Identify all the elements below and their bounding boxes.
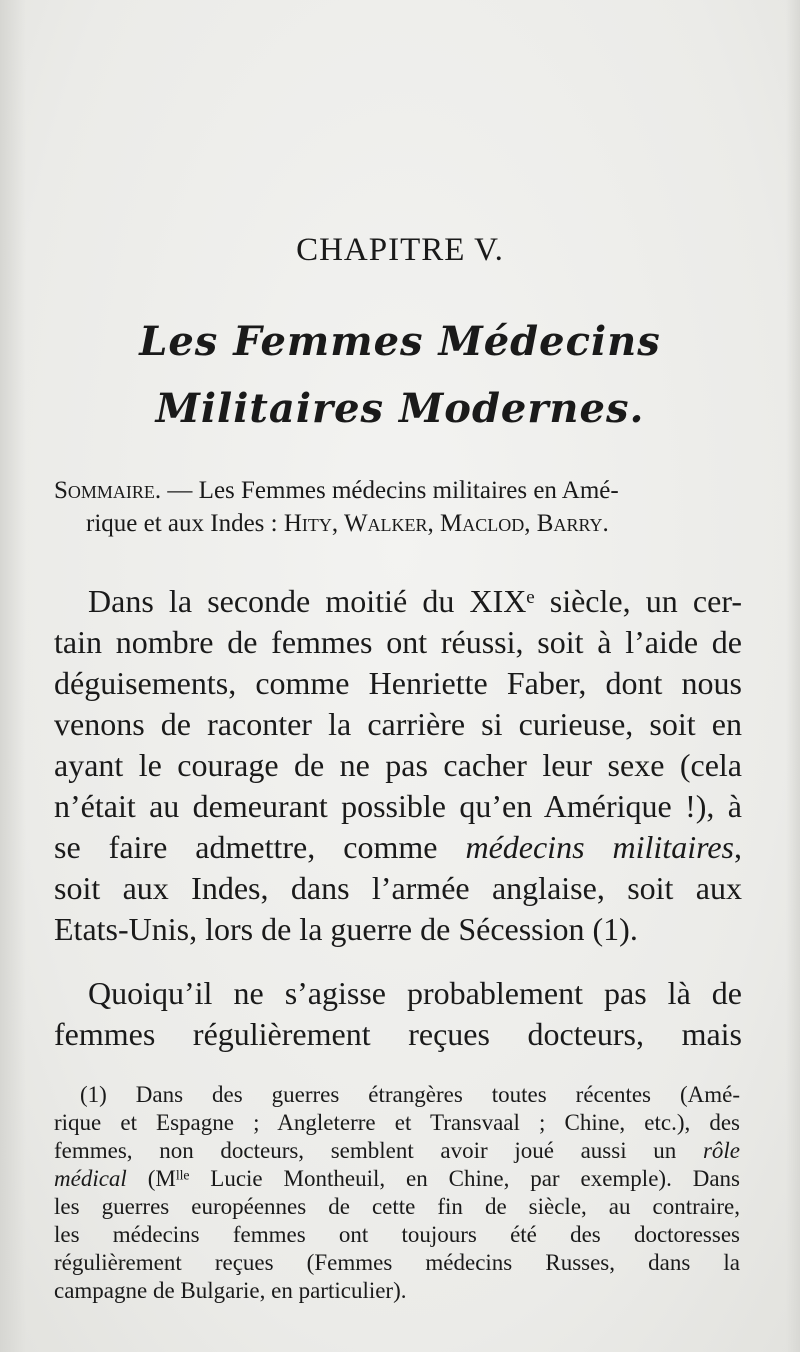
footnote-line: campagne de Bulgarie, en particulier). [54,1278,407,1303]
summary-text: — Les Femmes médecins militaires en Amé- [161,477,619,504]
paragraph-2-line: femmes régulièrement reçues docteurs, mais [54,1016,742,1052]
text-fragment: se faire admettre, comme [54,829,466,865]
chapter-heading: CHAPITRE V. [296,232,504,268]
footnote-line-italic [54,1166,740,1192]
paragraph-2-line: Quoiqu’il ne s’agisse probablement pas là de [88,975,742,1011]
footnote-line: régulièrement reçues (Femmes médecins Russes, dans la [54,1250,740,1275]
summary-names: Hity, Walker, Maclod, Barry. [283,510,609,537]
text-fragment: femmes, non docteurs, semblent avoir joué aussi un [54,1138,703,1163]
summary-label: Sommaire. [54,477,162,504]
paragraph-1-line: déguisements, comme Henriette Faber, dont nous [54,665,742,701]
paragraph-1-line: soit aux Indes, dans l’armée anglaise, soit aux [54,870,742,906]
paragraph-1-line: Etats-Unis, lors de la guerre de Sécession (1). [54,911,638,947]
summary-line-2-prefix: rique et aux Indes : [86,510,284,537]
footnote-line: les guerres européennes de cette fin de siècle, au contraire, [54,1194,740,1219]
emphasis-text: médical [54,1166,127,1191]
footnote-line-italic [54,1138,740,1164]
paragraph-1-line: venons de raconter la carrière si curieuse, soit en [54,706,742,742]
footnote-line: rique et Espagne ; Angleterre et Transvaal ; Chine, etc.), des [54,1110,740,1135]
chapter-title-line-2: Militaires Modernes. [155,385,645,432]
summary-line-2 [54,507,746,540]
chapter-title-line-1: Les Femmes Médecins [139,318,661,365]
footnote-line: (1) Dans des guerres étrangères toutes récentes (Amé- [80,1082,740,1107]
emphasis-text: médecins militaires [465,829,735,865]
emphasis-text: rôle [702,1138,740,1163]
footnote-line: les médecins femmes ont toujours été des doctoresses [54,1222,740,1247]
text-fragment: , [734,829,743,865]
paragraph-1-line: Dans la seconde moitié du XIXᵉ siècle, un cer- [88,583,742,619]
paragraph-1-line: tain nombre de femmes ont réussi, soit à l’aide de [54,624,742,660]
paragraph-1-line-italic [54,829,742,866]
paragraph-1-line: n’était au demeurant possible qu’en Amérique !), à [54,788,742,824]
summary [54,474,746,540]
text-fragment: (Mˡˡᵉ Lucie Montheuil, en Chine, par exemple). Dans [126,1166,740,1191]
paragraph-1-line: ayant le courage de ne pas cacher leur sexe (cela [54,747,742,783]
